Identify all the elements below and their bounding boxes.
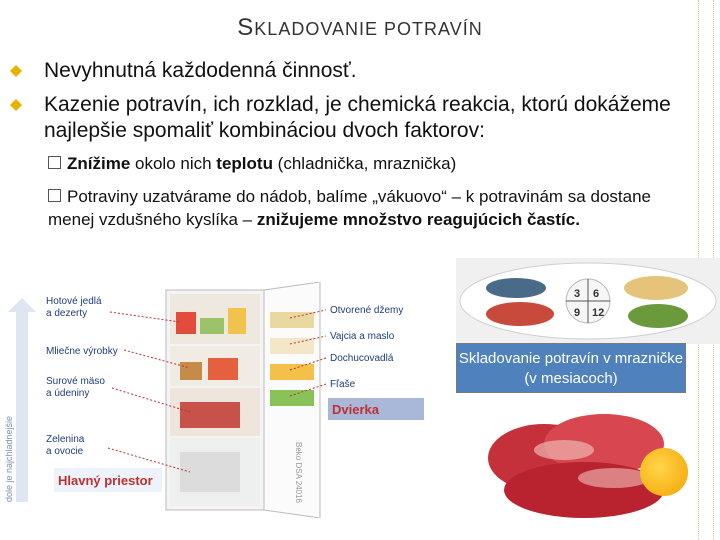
slide-title: SKLADOVANIE POTRAVÍN xyxy=(237,14,483,41)
label-surove: Surové mäso xyxy=(46,376,105,387)
label-dzemy: Otvorené džemy xyxy=(330,305,404,316)
label-zelenina: Zelenina xyxy=(46,434,85,445)
svg-text:6: 6 xyxy=(593,288,600,300)
freezer-caption: Skladovanie potravín v mrazničke (v mesiacoch) xyxy=(456,343,686,393)
sub-bullet-2: Potraviny uzatvárame do nádob, balíme „vákuovo“ – k potravinám sa dostane menej vzdušného kyslíka – znižujeme množstvo reagujúcich častíc. xyxy=(48,187,651,229)
freezer-plate-image xyxy=(456,258,720,344)
svg-text:9: 9 xyxy=(574,307,581,319)
fridge-diagram xyxy=(0,282,432,518)
door-label: Dvierka xyxy=(332,402,379,417)
bullet-icon xyxy=(10,99,22,111)
sub-bullet-1: Znížime okolo nich teplotu (chladnička, mraznička) xyxy=(48,152,688,175)
svg-text:a dezerty: a dezerty xyxy=(46,308,88,319)
label-mliecne: Mliečne výrobky xyxy=(46,346,118,357)
credit-text: Beko DSA 24016 xyxy=(294,442,303,503)
checkbox-icon xyxy=(48,156,61,169)
label-flase: Fľaše xyxy=(330,379,356,390)
side-text: dole je najchladnejšie xyxy=(4,415,14,502)
label-hotove: Hotové jedlá xyxy=(46,296,102,307)
svg-text:12: 12 xyxy=(592,307,605,319)
main-space-label: Hlavný priestor xyxy=(58,473,153,488)
checkbox-icon xyxy=(48,189,61,202)
bullet-icon xyxy=(10,65,22,77)
label-vajcia: Vajcia a maslo xyxy=(330,331,395,342)
svg-text:3: 3 xyxy=(574,288,581,300)
svg-text:a ovocie: a ovocie xyxy=(46,446,84,457)
decorative-circle xyxy=(640,448,688,496)
label-dochucovadla: Dochucovadlá xyxy=(330,353,394,364)
svg-text:a údeniny: a údeniny xyxy=(46,388,90,399)
